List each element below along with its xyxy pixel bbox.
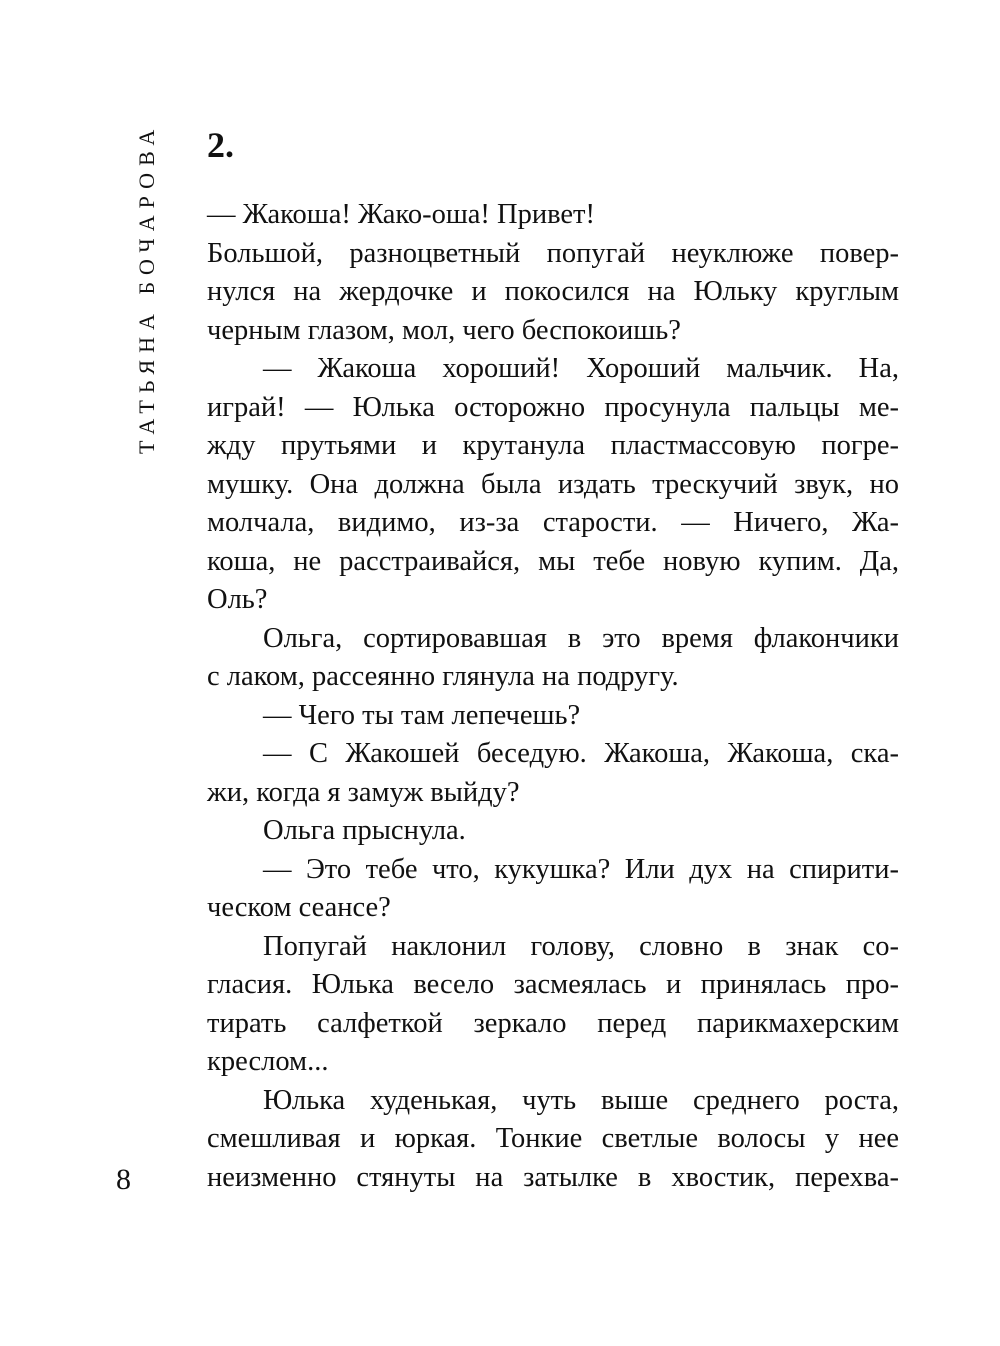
text-line: молчала, видимо, из-за старости. — Ничего, Жа- <box>207 507 899 538</box>
text-line: — С Жакошей беседую. Жакоша, Жакоша, ска- <box>263 738 899 769</box>
text-line: неизменно стянуты на затылке в хвостик, перехва- <box>207 1161 899 1193</box>
text-line: Юлька худенькая, чуть выше среднего роста, <box>263 1084 899 1116</box>
text-line: — Жакоша! Жако-оша! Привет! <box>207 199 596 230</box>
text-line: ческом сеансе? <box>207 892 391 923</box>
text-line: тирать салфеткой зеркало перед парикмахерским <box>207 1007 899 1039</box>
text-line: нулся на жердочке и покосился на Юльку круглым <box>207 276 899 307</box>
running-head-author: ТАТЬЯНА БОЧАРОВА <box>134 122 159 454</box>
text-line: — Это тебе что, кукушка? Или дух на спирити- <box>263 853 899 885</box>
text-line: с лаком, рассеянно глянула на подругу. <box>207 661 679 692</box>
text-line: жду прутьями и крутанула пластмассовую погре- <box>207 430 899 461</box>
text-line: коша, не расстраивайся, мы тебе новую купим. Да, <box>207 545 899 577</box>
text-line: креслом... <box>207 1046 329 1077</box>
page-number: 8 <box>116 1163 131 1196</box>
text-line: Большой, разноцветный попугай неуклюже повер- <box>207 237 899 269</box>
text-line: Ольга, сортировавшая в это время флакончики <box>263 622 899 654</box>
text-line: гласия. Юлька весело засмеялась и принялась про- <box>207 969 899 1000</box>
text-line: — Чего ты там лепечешь? <box>263 699 581 731</box>
body-text <box>207 196 899 1197</box>
chapter-number: 2. <box>207 125 234 165</box>
text-line: Попугай наклонил голову, словно в знак со- <box>263 930 899 962</box>
text-line: жи, когда я замуж выйду? <box>207 776 520 808</box>
text-line: играй! — Юлька осторожно просунула пальцы ме- <box>207 391 899 423</box>
text-line: смешливая и юркая. Тонкие светлые волосы у нее <box>207 1123 899 1154</box>
text-line: Ольга прыснула. <box>263 815 466 846</box>
text-line: — Жакоша хороший! Хороший мальчик. На, <box>263 353 899 384</box>
text-line: черным глазом, мол, чего беспокоишь? <box>207 314 681 346</box>
text-line: Оль? <box>207 584 268 615</box>
text-line: мушку. Она должна была издать трескучий звук, но <box>207 468 899 500</box>
